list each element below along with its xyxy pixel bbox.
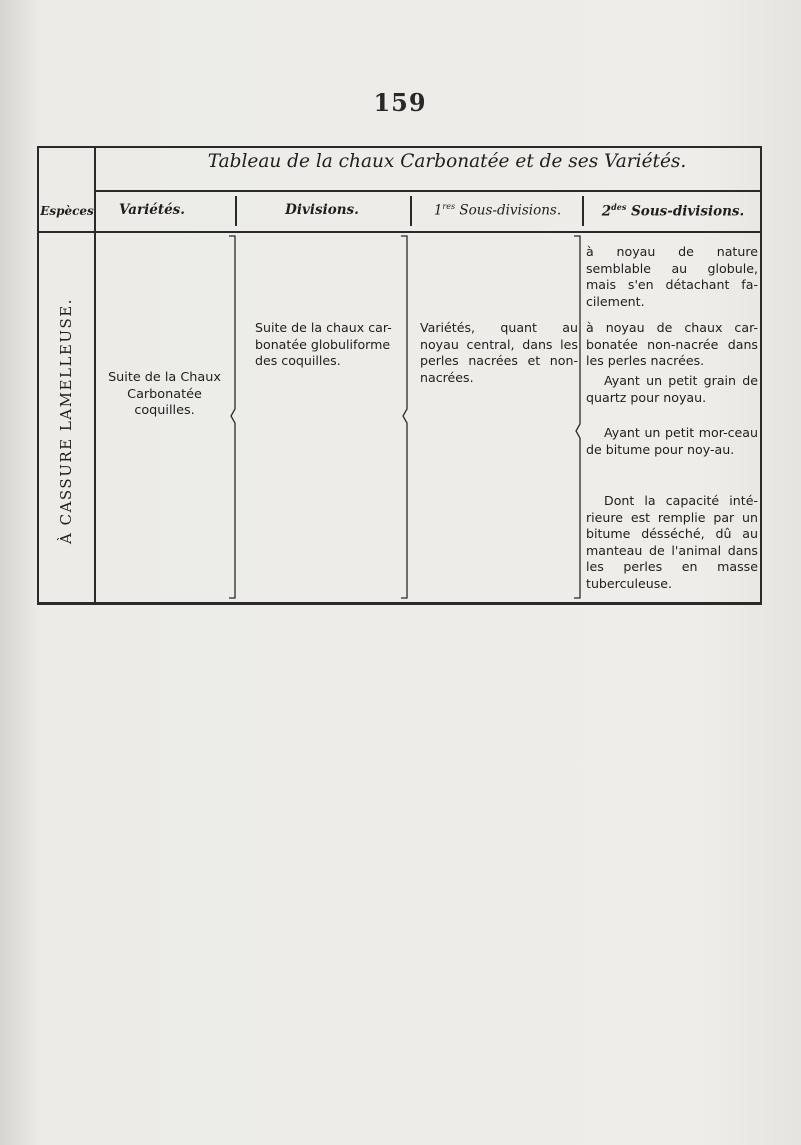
header-sous-divisions-1-num: 1 (433, 202, 443, 219)
espece-label: À CASSURE LAMELLEUSE. (57, 298, 75, 544)
brace-varietes (227, 234, 243, 602)
header-separator-1 (235, 196, 237, 226)
header-sous-divisions-1-sup: res (442, 202, 456, 211)
brace-sous-divisions-1 (572, 234, 588, 602)
brace-divisions (399, 234, 415, 602)
sous-division-2-item-2: à noyau de chaux car-bonatée non-nacrée dans les perles nacrées. (586, 320, 758, 368)
table-bottom-rule (37, 602, 762, 605)
header-sous-divisions-1 (415, 202, 580, 219)
sous-division-2-item-5: Dont la capacité inté-rieure est remplie par un bitume désséché, dû au manteau de l'animal dans les perles en masse tuberculeuse. (586, 493, 758, 591)
sous-division-2-item-1: à noyau de nature semblable au globule, mais s'en détachant fa-cilement. (586, 244, 758, 309)
header-separator-3 (582, 196, 584, 226)
header-sous-divisions-1-text: Sous-divisions. (459, 202, 562, 219)
header-especes: Espèces (40, 204, 94, 218)
header-divisions: Divisions. (285, 202, 359, 218)
header-sous-divisions-2 (587, 202, 759, 220)
table-top-rule (37, 146, 762, 148)
header-separator-2 (410, 196, 412, 226)
sous-division-1-text: Variétés, quant au noyau central, dans les perles nacrées et non-nacrées. (420, 320, 578, 385)
sous-division-2-item-4: Ayant un petit mor-ceau de bitume pour noy-au. (586, 425, 758, 457)
classification-table (37, 146, 762, 605)
division-text: Suite de la chaux car-bonatée globuliforme des coquilles. (255, 320, 392, 368)
variete-text: Suite de la Chaux Carbonatée coquilles. (108, 370, 221, 418)
page-number: 159 (373, 88, 427, 117)
table-title: Tableau de la chaux Carbonatée et de ses Variétés. (207, 151, 687, 172)
table-right-rule (760, 146, 762, 604)
header-bottom-rule (37, 231, 762, 233)
sous-division-2-item-3: Ayant un petit grain de quartz pour noyau. (586, 373, 758, 405)
header-varietes: Variétés. (119, 202, 185, 218)
header-top-rule (95, 190, 762, 192)
header-sous-divisions-2-sup: des (611, 202, 627, 212)
header-sous-divisions-2-text: Sous-divisions. (631, 203, 745, 220)
header-sous-divisions-2-num: 2 (601, 203, 612, 220)
